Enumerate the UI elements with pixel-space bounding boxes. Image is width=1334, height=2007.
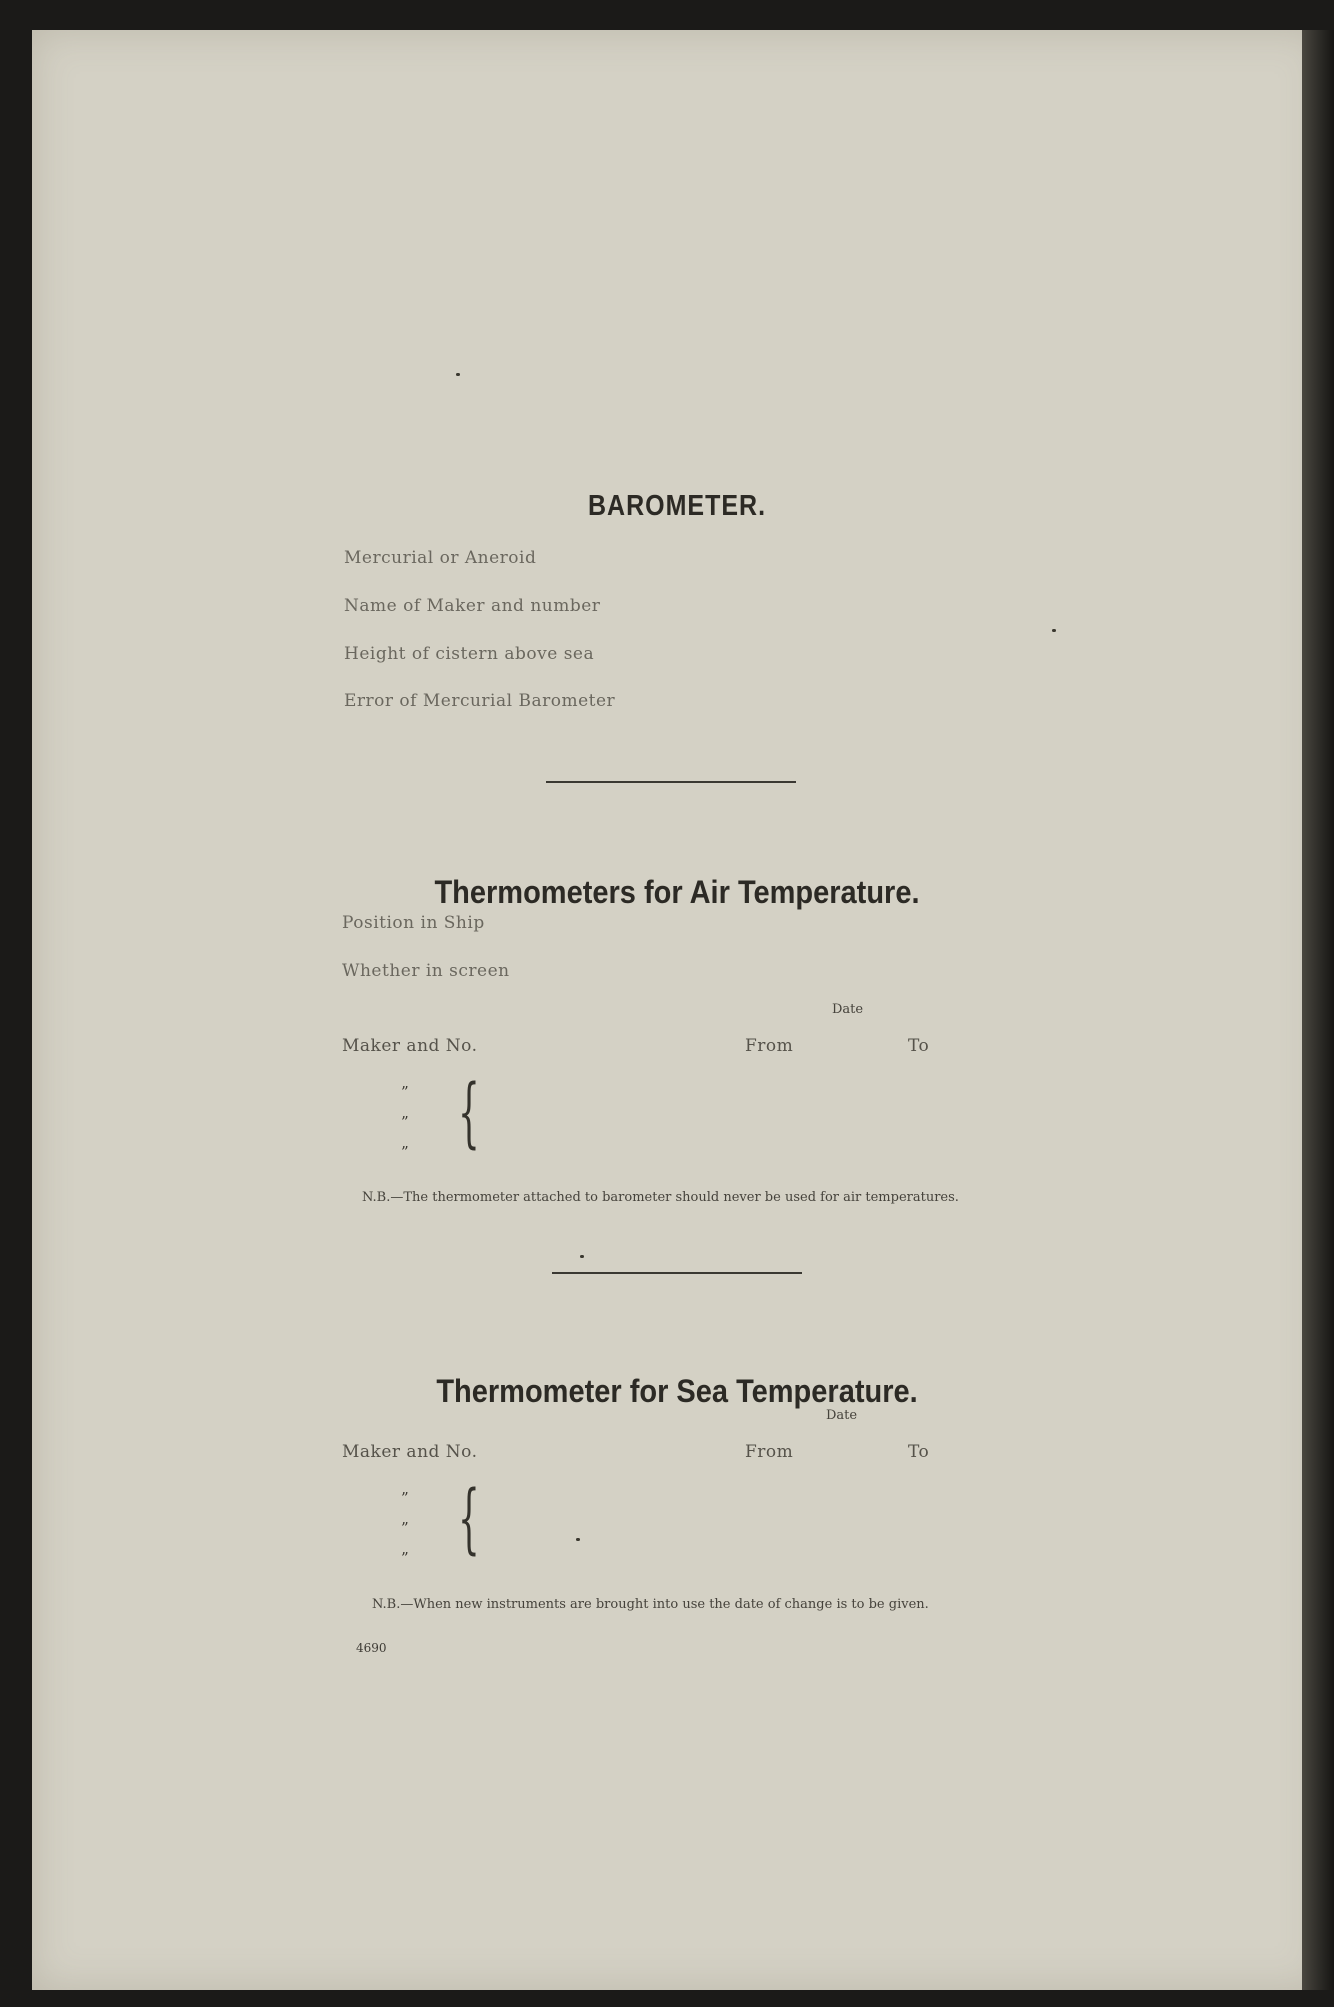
barometer-height-field: Height of cistern above sea (344, 644, 595, 664)
barometer-error-field: Error of Mercurial Barometer (344, 691, 616, 711)
air-position-field: Position in Ship (342, 913, 485, 933)
sea-note: N.B.—When new instruments are brought into use the date of change is to be given. (372, 1597, 929, 1612)
sea-thermometer-heading: Thermometer for Sea Temperature. (436, 1374, 918, 1410)
air-ditto-mark-2: ” (401, 1113, 409, 1131)
air-from-label: From (745, 1036, 794, 1056)
binding-edge (1302, 30, 1334, 1990)
air-screen-field: Whether in screen (342, 961, 510, 981)
paper-speck (580, 1255, 584, 1258)
sea-brace: { (458, 1473, 480, 1562)
air-note: N.B.—The thermometer attached to barometer should never be used for air temperatures. (362, 1190, 959, 1205)
sea-ditto-mark-3: ” (401, 1549, 409, 1567)
sea-to-label: To (908, 1442, 930, 1462)
air-maker-field: Maker and No. (342, 1036, 478, 1056)
sea-from-label: From (745, 1442, 794, 1462)
form-number: 4690 (356, 1641, 387, 1655)
sea-ditto-mark-1: ” (401, 1489, 409, 1507)
paper-speck (576, 1538, 580, 1541)
air-to-label: To (908, 1036, 930, 1056)
section-divider (552, 1272, 802, 1274)
sea-ditto-mark-2: ” (401, 1519, 409, 1537)
paper-speck (456, 373, 460, 376)
barometer-type-field: Mercurial or Aneroid (344, 548, 537, 568)
air-brace: { (458, 1067, 480, 1156)
air-date-label: Date (832, 1002, 864, 1017)
sea-date-label: Date (826, 1408, 858, 1423)
air-ditto-mark-3: ” (401, 1143, 409, 1161)
air-thermometer-heading: Thermometers for Air Temperature. (434, 875, 920, 911)
sea-maker-field: Maker and No. (342, 1442, 478, 1462)
section-divider (546, 781, 796, 783)
paper-speck (1052, 629, 1056, 632)
barometer-heading: BAROMETER. (587, 489, 767, 523)
document-page (32, 30, 1322, 1990)
barometer-maker-field: Name of Maker and number (344, 596, 601, 616)
air-ditto-mark-1: ” (401, 1083, 409, 1101)
